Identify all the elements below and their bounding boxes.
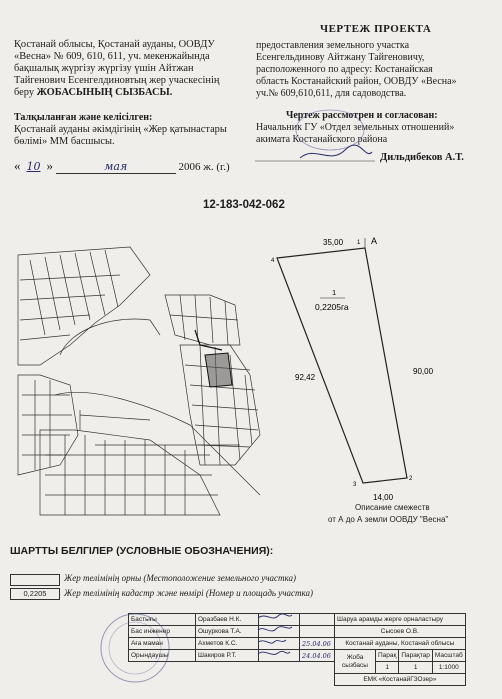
area-label: 0,2205га: [315, 302, 349, 312]
corner-1-label: 1: [357, 240, 361, 246]
approved-line-2: акимата Костанайского района: [256, 134, 388, 145]
left-line-4: Тайгенович Есенгелдиновтың жер учаскесінің: [14, 75, 220, 86]
right-line-3: расположенного по адресу: Костанайская: [256, 64, 433, 75]
stamp-header-sheet: Парақ: [376, 650, 399, 662]
agreed-line-2: бөлімі» ММ басшысы.: [14, 136, 115, 147]
stamp-name: Оразбаев Н.К.: [196, 614, 259, 626]
approved-heading: Чертеж рассмотрен и согласован:: [286, 110, 438, 121]
site-map: [0, 235, 270, 525]
plot-drawing: [265, 228, 495, 528]
stamp-role: Аға маман: [129, 638, 196, 650]
right-line-4: область Костанайский район, ООВДУ «Весна»: [256, 76, 457, 87]
agreed-heading: Талқыланған және келісілген:: [14, 112, 153, 123]
side-top-label: 35,00: [323, 238, 344, 247]
legend-mark-number: [10, 588, 60, 600]
title-block-row: [129, 650, 466, 662]
stamp-date: [300, 626, 335, 638]
legend-title: ШАРТТЫ БЕЛГІЛЕР (УСЛОВНЫЕ ОБОЗНАЧЕНИЯ):: [10, 545, 274, 557]
right-line-5: уч.№ 609,610,611, для садоводства.: [256, 88, 407, 99]
stamp-value-sheets: 1: [399, 662, 433, 674]
cadastral-number: 12-183-042-062: [203, 199, 285, 211]
left-line-1: Қостанай облысы, Қостанай ауданы, ООВДУ: [14, 39, 215, 50]
side-right-label: 90,00: [413, 367, 434, 376]
date-year: 2006 ж. (г.): [178, 161, 230, 173]
adjacency-title: Описание смежеств: [355, 503, 430, 512]
signatory-name: Дильдибеков А.Т.: [380, 152, 464, 163]
stamp-value-sheet: 1: [376, 662, 399, 674]
stamp-name: Шакиров Р.Т.: [196, 650, 259, 662]
stamp-date: [300, 614, 335, 626]
date-day: 10: [26, 160, 41, 173]
legend-mark-number-text: 0,2205: [23, 589, 47, 598]
stamp-sign: [259, 650, 300, 662]
corner-2-label: 2: [409, 476, 413, 482]
right-line-2: Есенгельдинову Айтжану Тайгеновичу,: [256, 52, 425, 63]
legend-item-location: Жер телімінің орны (Местоположение земельного участка): [64, 573, 297, 583]
stamp-role: Бас инженер: [129, 626, 196, 638]
left-line-3: бақшалық жүргізу жүргізу үшін Айтжан: [14, 63, 194, 74]
stamp-name: Ошуркова Т.А.: [196, 626, 259, 638]
title-block-row: [129, 674, 466, 686]
stamp-right: Сысоев О.В.: [335, 626, 466, 638]
stamp-sign: [259, 638, 300, 650]
agreed-line-1: Қостанай ауданы әкімдігінің «Жер қатынастары: [14, 124, 227, 135]
date-line: « 10 » мая 2006 ж. (г.): [14, 158, 230, 173]
stamp-right: Шаруа арамды жерге орналастыру: [335, 614, 466, 626]
corner-4-label: 4: [271, 258, 275, 264]
stamp-date: 24.04.06: [300, 650, 335, 662]
left-line-5-prefix: беру: [14, 87, 37, 98]
date-month: мая: [56, 160, 176, 174]
stamp-header-scale: Масштаб: [432, 650, 465, 662]
legend-mark-location: [10, 574, 60, 586]
title-block-row: [129, 662, 466, 674]
stamp-empty: [129, 662, 335, 674]
corner-3-label: 3: [353, 482, 357, 488]
stamp-role: Бастығы: [129, 614, 196, 626]
legend-item-number: Жер телімінің кадастр және нөмірі (Номер и площадь участка): [64, 588, 314, 598]
stamp-sign: [259, 626, 300, 638]
approved-line-1: Начальник ГУ «Отдел земельных отношений»: [256, 122, 455, 133]
stamp-value-scale: 1:1000: [432, 662, 465, 674]
stamp-date: 25.04.06: [300, 638, 335, 650]
corner-a-label: А: [371, 236, 378, 246]
side-bottom-label: 14,00: [373, 493, 394, 502]
title-block-row: [129, 638, 466, 650]
area-number: 1: [332, 288, 337, 297]
stamp-empty: [129, 674, 335, 686]
adjacency-text: от А до А земли ООВДУ "Весна": [328, 515, 449, 524]
title-block-row: [129, 614, 466, 626]
stamp-sheet-label: Жоба сызбасы: [335, 650, 376, 674]
stamp-org: ЕМК «КостанайГЗОзер»: [335, 674, 466, 686]
right-title: ЧЕРТЕЖ ПРОЕКТА: [320, 23, 432, 35]
stamp-role: Орындаушы: [129, 650, 196, 662]
left-title-bold: ЖОБАСЫНЫҢ СЫЗБАСЫ.: [36, 87, 173, 98]
title-block: [128, 613, 466, 686]
stamp-header-sheets: Парақтар: [399, 650, 433, 662]
stamp-right: Костанай ауданы, Костанай облысы: [335, 638, 466, 650]
plot-boundary: [277, 248, 407, 483]
stamp-name: Ахметов К.С.: [196, 638, 259, 650]
side-left-label: 92,42: [295, 373, 316, 382]
title-block-row: [129, 626, 466, 638]
right-line-1: предоставления земельного участка: [256, 40, 410, 51]
stamp-sign: [259, 614, 300, 626]
left-line-2: «Весна» № 609, 610, 611, уч. мекенжайында: [14, 51, 210, 62]
